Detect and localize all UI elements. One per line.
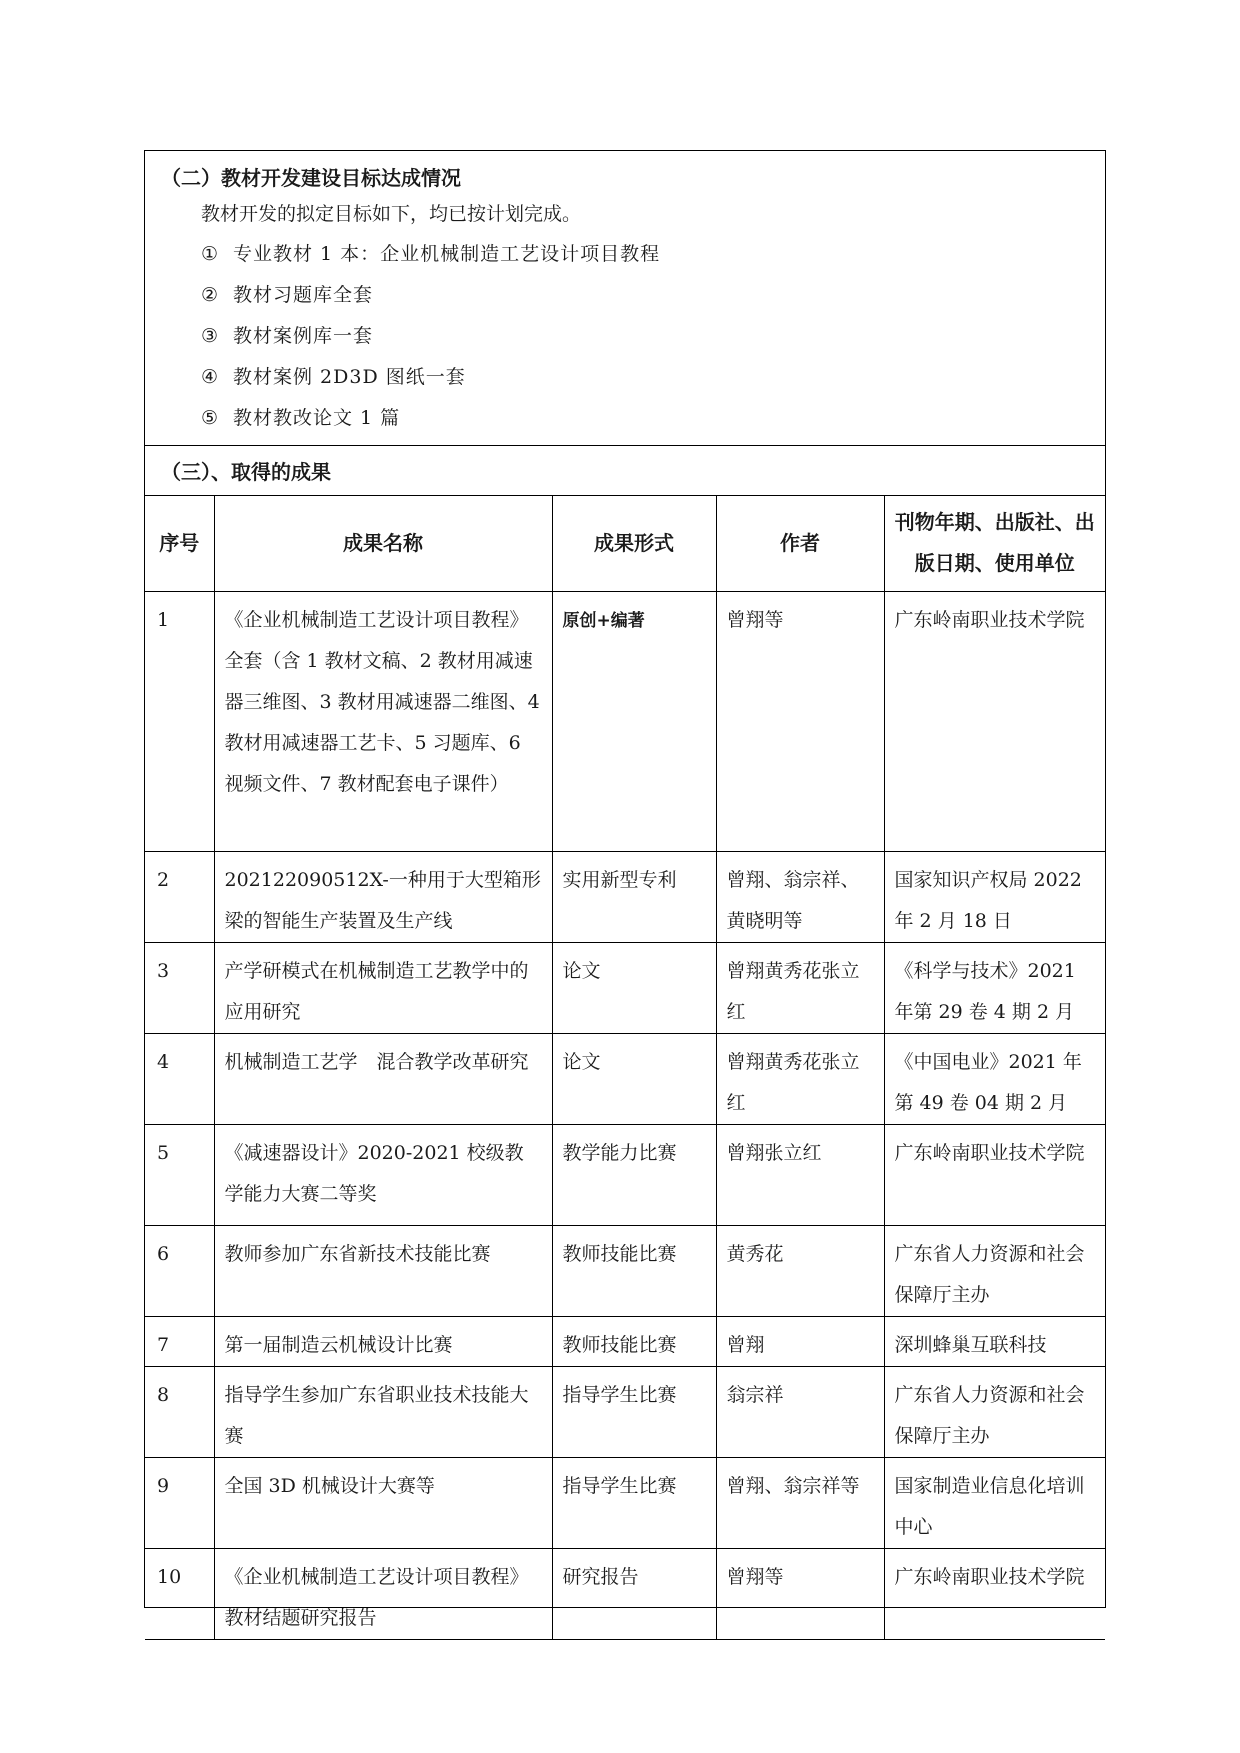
cell-form: 指导学生比赛 [552,1457,716,1548]
goal-item [201,365,660,406]
cell-name: 202122090512X-一种用于大型箱形梁的智能生产装置及生产线 [214,851,552,942]
table-row [145,942,1105,1033]
goal-text: 教材案例 2D3D 图纸一套 [233,366,466,388]
cell-no: 3 [145,942,214,1033]
section-goals [145,151,1105,446]
cell-publisher: 广东岭南职业技术学院 [884,1548,1105,1639]
cell-no: 5 [145,1124,214,1225]
table-row [145,1033,1105,1124]
cell-name: 全国 3D 机械设计大赛等 [214,1457,552,1548]
cell-name: 《企业机械制造工艺设计项目教程》教材结题研究报告 [214,1548,552,1639]
cell-form-text: 原创+编著 [562,610,645,631]
cell-no: 8 [145,1366,214,1457]
cell-publisher: 广东岭南职业技术学院 [884,1124,1105,1225]
goal-text: 专业教材 1 本：企业机械制造工艺设计项目教程 [233,243,661,265]
section-results [145,446,1105,496]
cell-form: 研究报告 [552,1548,716,1639]
table-row [145,851,1105,942]
cell-form: 实用新型专利 [552,851,716,942]
cell-name: 指导学生参加广东省职业技术技能大赛 [214,1366,552,1457]
cell-form: 论文 [552,1033,716,1124]
goal-number: ③ [201,325,220,347]
cell-author: 黄秀花 [716,1225,884,1316]
cell-form: 教学能力比赛 [552,1124,716,1225]
cell-publisher: 广东省人力资源和社会保障厅主办 [884,1366,1105,1457]
goal-item [201,283,660,324]
goal-number: ④ [201,366,220,388]
cell-no: 6 [145,1225,214,1316]
goal-number: ⑤ [201,407,220,429]
cell-publisher: 《科学与技术》2021 年第 29 卷 4 期 2 月 [884,942,1105,1033]
section-goals-intro: 教材开发的拟定目标如下，均已按计划完成。 [201,203,582,225]
document-frame [144,150,1106,1629]
goal-item [201,242,660,283]
cell-form [552,591,716,851]
header-name: 成果名称 [214,496,552,591]
goal-text: 教材教改论文 1 篇 [233,407,401,429]
cell-no: 4 [145,1033,214,1124]
table-row [145,1124,1105,1225]
cell-form: 教师技能比赛 [552,1316,716,1366]
cell-name: 《减速器设计》2020-2021 校级教学能力大赛二等奖 [214,1124,552,1225]
table-row [145,591,1105,851]
cell-author: 曾翔黄秀花张立红 [716,942,884,1033]
cell-author: 曾翔张立红 [716,1124,884,1225]
cell-publisher: 深圳蜂巢互联科技 [884,1316,1105,1366]
goal-item [201,406,660,447]
goal-text: 教材案例库一套 [233,325,374,347]
cell-name: 第一届制造云机械设计比赛 [214,1316,552,1366]
goal-number: ② [201,284,220,306]
table-row [145,1225,1105,1316]
cell-publisher: 《中国电业》2021 年第 49 卷 04 期 2 月 [884,1033,1105,1124]
header-form: 成果形式 [552,496,716,591]
cell-author: 翁宗祥 [716,1366,884,1457]
cell-name: 产学研模式在机械制造工艺教学中的应用研究 [214,942,552,1033]
cell-name: 机械制造工艺学 混合教学改革研究 [214,1033,552,1124]
cell-author: 曾翔 [716,1316,884,1366]
goal-number: ① [201,243,220,265]
table-row [145,1366,1105,1457]
table-row [145,1548,1105,1639]
cell-author: 曾翔、翁宗祥、黄晓明等 [716,851,884,942]
header-no: 序号 [145,496,214,591]
cell-no: 2 [145,851,214,942]
header-author: 作者 [716,496,884,591]
cell-no: 10 [145,1548,214,1639]
table-row [145,1316,1105,1366]
goal-text: 教材习题库全套 [233,284,374,306]
cell-publisher: 广东岭南职业技术学院 [884,591,1105,851]
cell-no: 7 [145,1316,214,1366]
cell-author: 曾翔、翁宗祥等 [716,1457,884,1548]
table-row [145,1457,1105,1548]
goal-item [201,324,660,365]
results-table [145,496,1105,1640]
cell-name: 教师参加广东省新技术技能比赛 [214,1225,552,1316]
cell-author: 曾翔黄秀花张立红 [716,1033,884,1124]
cell-publisher: 国家知识产权局 2022 年 2 月 18 日 [884,851,1105,942]
cell-form: 论文 [552,942,716,1033]
table-header-row [145,496,1105,591]
cell-publisher: 广东省人力资源和社会保障厅主办 [884,1225,1105,1316]
cell-author: 曾翔等 [716,591,884,851]
goals-list [201,242,660,447]
cell-author: 曾翔等 [716,1548,884,1639]
section-results-title: （三）、取得的成果 [161,460,331,484]
cell-form: 教师技能比赛 [552,1225,716,1316]
cell-publisher: 国家制造业信息化培训中心 [884,1457,1105,1548]
cell-form: 指导学生比赛 [552,1366,716,1457]
cell-name: 《企业机械制造工艺设计项目教程》全套（含 1 教材文稿、2 教材用减速器三维图、3 教材用减速器二维图、4 教材用减速器工艺卡、5 习题库、6 视频文件、7 教材配套电子课件） [214,591,552,851]
cell-no: 9 [145,1457,214,1548]
cell-no: 1 [145,591,214,851]
section-goals-title: （二）教材开发建设目标达成情况 [161,166,461,190]
header-publisher: 刊物年期、出版社、出版日期、使用单位 [884,496,1105,591]
